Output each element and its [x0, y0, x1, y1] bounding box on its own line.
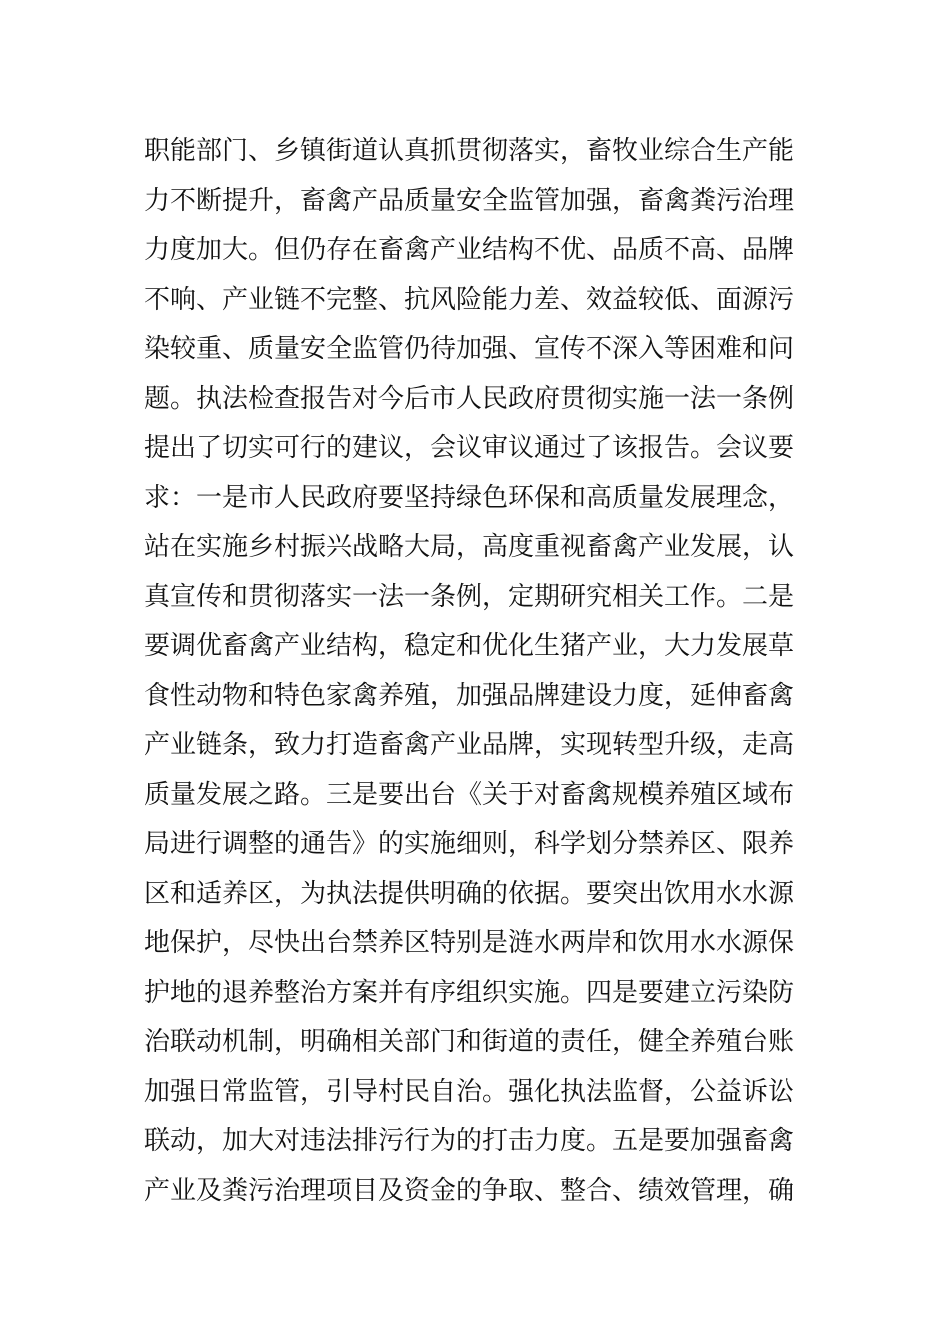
text-line: 地保护，尽快出台禁养区特别是涟水两岸和饮用水水源保 — [144, 928, 795, 958]
text-line: 职能部门、乡镇街道认真抓贯彻落实，畜牧业综合生产能 — [144, 136, 795, 166]
text-line: 求：一是市人民政府要坚持绿色环保和高质量发展理念， — [144, 482, 795, 513]
text-line: 要调优畜禽产业结构，稳定和优化生猪产业，大力发展草 — [144, 631, 795, 661]
text-line: 产业及粪污治理项目及资金的争取、整合、绩效管理，确 — [144, 1175, 795, 1206]
text-line: 联动，加大对违法排污行为的打击力度。五是要加强畜禽 — [144, 1126, 795, 1156]
text-line: 提出了切实可行的建议，会议审议通过了该报告。会议要 — [144, 433, 795, 463]
body-paragraph — [144, 127, 814, 1216]
text-line: 力不断提升，畜禽产品质量安全监管加强，畜禽粪污治理 — [144, 185, 795, 216]
text-line: 质量发展之路。三是要出台《关于对畜禽规模养殖区域布 — [144, 779, 795, 810]
text-line: 站在实施乡村振兴战略大局，高度重视畜禽产业发展，认 — [144, 532, 795, 562]
text-line: 真宣传和贯彻落实一法一条例，定期研究相关工作。二是 — [144, 581, 795, 612]
text-line: 食性动物和特色家禽养殖，加强品牌建设力度，延伸畜禽 — [144, 680, 795, 711]
text-line: 产业链条，致力打造畜禽产业品牌，实现转型升级，走高 — [144, 730, 795, 760]
text-line: 力度加大。但仍存在畜禽产业结构不优、品质不高、品牌 — [144, 235, 795, 265]
text-line: 不响、产业链不完整、抗风险能力差、效益较低、面源污 — [144, 284, 795, 315]
text-line: 治联动机制，明确相关部门和街道的责任，健全养殖台账 — [144, 1027, 795, 1057]
text-line: 区和适养区，为执法提供明确的依据。要突出饮用水水源 — [144, 878, 795, 909]
text-line: 护地的退养整治方案并有序组织实施。四是要建立污染防 — [144, 977, 795, 1008]
text-line: 题。执法检查报告对今后市人民政府贯彻实施一法一条例 — [144, 383, 795, 414]
text-line: 加强日常监管，引导村民自治。强化执法监督，公益诉讼 — [144, 1076, 795, 1107]
text-line: 染较重、质量安全监管仍待加强、宣传不深入等困难和问 — [144, 334, 795, 364]
text-line: 局进行调整的通告》的实施细则，科学划分禁养区、限养 — [144, 829, 795, 859]
